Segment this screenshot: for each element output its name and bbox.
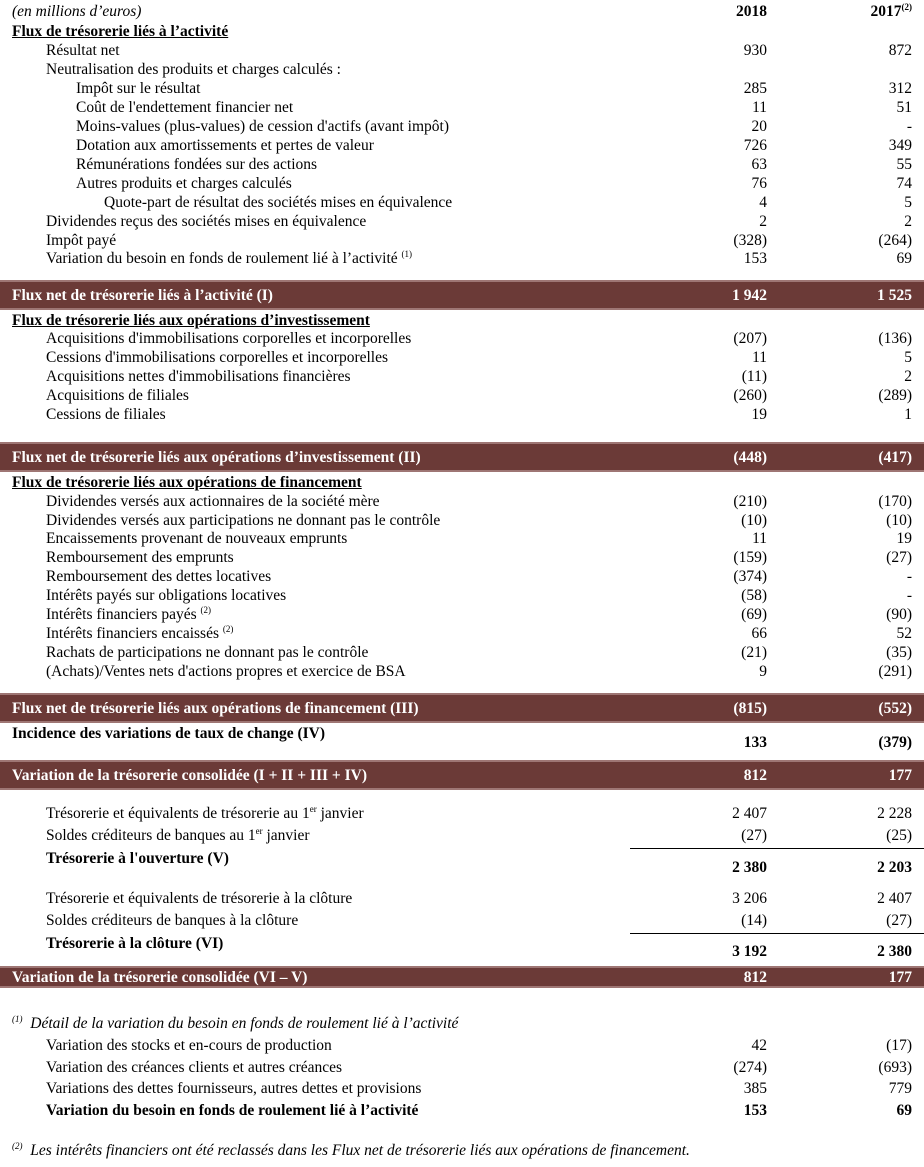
total-band-financing: Flux net de trésorerie liés aux opérations de financement (III) (815) (552) [0,693,924,723]
table-row: Moins-values (plus-values) de cession d'actifs (avant impôt) 20 - [76,118,912,135]
table-row: Soldes créditeurs de banques à la clôture (14) (27) [46,912,912,929]
table-row: Acquisitions de filiales (260) (289) [46,387,912,404]
table-row: Soldes créditeurs de banques au 1er janvier (27) (25) [46,826,912,844]
table-row: Variation du besoin en fonds de roulement lié à l’activité $^{(1)}$ 153 69 [46,249,912,267]
table-row: Dotation aux amortissements et pertes de valeur 726 349 [76,137,912,154]
table-row: Dividendes versés aux actionnaires de la société mère (210) (170) [46,493,912,510]
total-band-operating: Flux net de trésorerie liés à l’activité (I) 1 942 1 525 [0,280,924,310]
fx-impact-row: Incidence des variations de taux de change (IV) [12,725,326,742]
table-row: Autres produits et charges calculés 76 74 [76,175,912,192]
table-row: Neutralisation des produits et charges calculés : [46,61,341,78]
section-title-financing: Flux de trésorerie liés aux opérations de financement [12,474,362,491]
table-row: Trésorerie et équivalents de trésorerie au 1er janvier 2 407 2 228 [46,804,912,822]
table-row: Variation du besoin en fonds de roulement lié à l’activité 153 69 [46,1102,912,1119]
opening-cash-label: Trésorerie à l'ouverture (V) [46,850,229,867]
table-row: Intérêts financiers encaissés $^{(2)}$ 66 52 [46,624,912,642]
table-row: Cessions d'immobilisations corporelles et incorporelles 11 5 [46,349,912,366]
table-row: Acquisitions nettes d'immobilisations financières (11) 2 [46,368,912,385]
total-band-variation-2: Variation de la trésorerie consolidée (VI – V) 812 177 [0,966,924,988]
table-row: Remboursement des dettes locatives (374) - [46,568,912,585]
table-row: Impôt payé (328) (264) [46,232,912,249]
footnote-2: $^{(2)}$ Les intérêts financiers ont été reclassés dans les Flux net de trésorerie liés aux opérations de financement. [12,1141,690,1159]
section-title-operating: Flux de trésorerie liés à l’activité [12,23,229,40]
column-2017-header: 2017$^{(2)}$ [870,2,912,20]
table-row: Cessions de filiales 19 1 [46,406,912,423]
table-row: Variation des stocks et en-cours de production 42 (17) [46,1037,912,1054]
table-row: Intérêts payés sur obligations locatives (58) - [46,587,912,604]
table-row: Dividendes reçus des sociétés mises en équivalence 2 2 [46,213,912,230]
table-row: Rachats de participations ne donnant pas le contrôle (21) (35) [46,644,912,661]
closing-cash-label: Trésorerie à la clôture (VI) [46,935,224,952]
total-band-investing: Flux net de trésorerie liés aux opérations d’investissement (II) (448) (417) [0,442,924,472]
opening-cash-values: 2 380 2 203 [732,859,912,876]
table-row: Quote-part de résultat des sociétés mises en équivalence 4 5 [104,194,912,211]
units-label: (en millions d’euros) [12,3,142,20]
table-row: Coût de l'endettement financier net 11 51 [76,99,912,116]
table-row: Dividendes versés aux participations ne donnant pas le contrôle (10) (10) [46,512,912,529]
total-band-variation-1: Variation de la trésorerie consolidée (I + II + III + IV) 812 177 [0,760,924,790]
table-row: Intérêts financiers payés $^{(2)}$ (69) (90) [46,605,912,623]
table-row: Encaissements provenant de nouveaux emprunts 11 19 [46,530,912,547]
column-2018-header: 2018 [736,3,767,20]
table-row: Variations des dettes fournisseurs, autres dettes et provisions 385 779 [46,1080,912,1097]
table-row: Trésorerie et équivalents de trésorerie à la clôture 3 206 2 407 [46,890,912,907]
section-title-investing: Flux de trésorerie liés aux opérations d’investissement [12,312,370,329]
table-row: Variation des créances clients et autres créances (274) (693) [46,1059,912,1076]
table-row: Résultat net 930 872 [46,42,912,59]
table-header [0,2,924,21]
table-row: Impôt sur le résultat 285 312 [76,80,912,97]
table-row: Acquisitions d'immobilisations corporelles et incorporelles (207) (136) [46,330,912,347]
footnote-1-title: $^{(1)}$ Détail de la variation du besoin en fonds de roulement lié à l’activité [12,1014,459,1032]
fx-impact-values: 133 (379) [743,734,912,751]
closing-cash-values: 3 192 2 380 [732,943,912,960]
table-row: (Achats)/Ventes nets d'actions propres et exercice de BSA 9 (291) [46,663,912,680]
table-row: Remboursement des emprunts (159) (27) [46,549,912,566]
table-row: Rémunérations fondées sur des actions 63 55 [76,156,912,173]
